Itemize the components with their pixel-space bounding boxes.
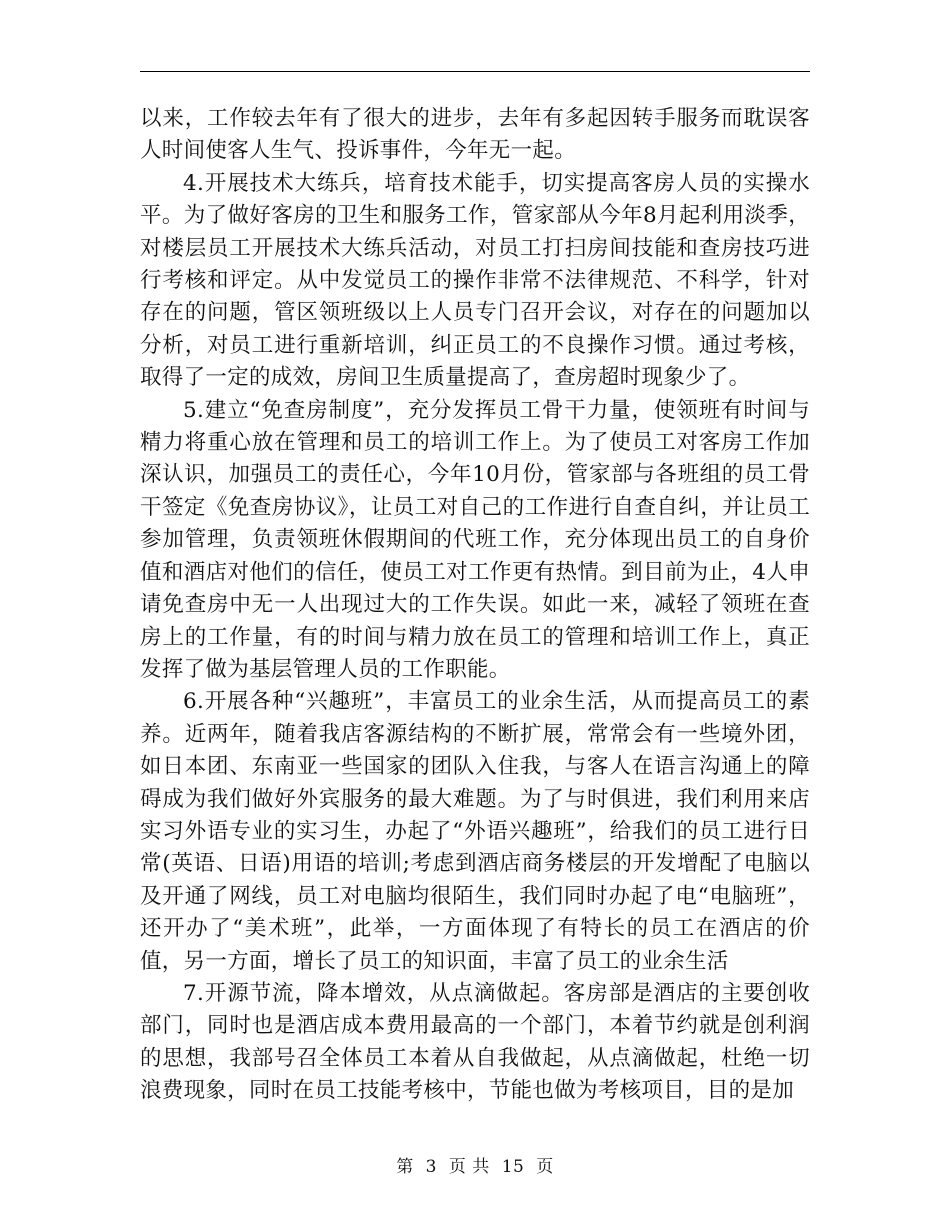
paragraph-continuation: 以来，工作较去年有了很大的进步，去年有多起因转手服务而耽误客人时间使客人生气、投诉事件，今年无一起。 bbox=[140, 106, 810, 164]
footer-prefix: 第 bbox=[396, 1157, 414, 1177]
header-rule bbox=[140, 71, 810, 72]
footer-total-pages: 15 bbox=[501, 1157, 525, 1177]
footer-suffix: 页 bbox=[536, 1157, 554, 1177]
footer-current-page: 3 bbox=[425, 1157, 437, 1177]
paragraph-item-6: 6.开展各种“兴趣班”，丰富员工的业余生活，从而提高员工的素养。近两年，随着我店客源结构的不断扩展，常常会有一些境外团，如日本团、东南亚一些国家的团队入住我，与客人在语言沟通上的障碍成为我们做好外宾服务的最大难题。为了与时俱进，我们利用来店实习外语专业的实习生，办起了“外语兴趣班”，给我们的员工进行日常(英语、日语)用语的培训;考虑到酒店商务楼层的开发增配了电脑以及开通了网线，员工对电脑均很陌生，我们同时办起了电“电脑班”，还开办了“美术班”，此举，一方面体现了有特长的员工在酒店的价值，另一方面，增长了员工的知识面，丰富了员工的业余生活 bbox=[140, 689, 810, 974]
paragraph-item-7: 7.开源节流，降本增效，从点滴做起。客房部是酒店的主要创收部门，同时也是酒店成本费用最高的一个部门，本着节约就是创利润的思想，我部号召全体员工本着从自我做起，从点滴做起，杜绝一切浪费现象，同时在员工技能考核中，节能也做为考核项目，目的是加 bbox=[140, 980, 810, 1104]
page-footer bbox=[0, 1152, 950, 1177]
paragraph-item-4: 4.开展技术大练兵，培育技术能手，切实提高客房人员的实操水平。为了做好客房的卫生和服务工作，管家部从今年8月起利用淡季，对楼层员工开展技术大练兵活动，对员工打扫房间技能和查房技巧进行考核和评定。从中发觉员工的操作非常不法律规范、不科学，针对存在的问题，管区领班级以上人员专门召开会议，对存在的问题加以分析，对员工进行重新培训，纠正员工的不良操作习惯。通过考核，取得了一定的成效，房间卫生质量提高了，查房超时现象少了。 bbox=[140, 170, 810, 391]
footer-middle: 页 共 bbox=[448, 1157, 490, 1177]
paragraph-item-5: 5.建立“免查房制度”，充分发挥员工骨干力量，使领班有时间与精力将重心放在管理和员工的培训工作上。为了使员工对客房工作加深认识，加强员工的责任心，今年10月份，管家部与各班组的员工骨干签定《免查房协议》，让员工对自己的工作进行自查自纠，并让员工参加管理，负责领班休假期间的代班工作，充分体现出员工的自身价值和酒店对他们的信任，使员工对工作更有热情。到目前为止，4人申请免查房中无一人出现过大的工作失误。如此一来，减轻了领班在查房上的工作量，有的时间与精力放在员工的管理和培训工作上，真正发挥了做为基层管理人员的工作职能。 bbox=[140, 397, 810, 682]
body-text bbox=[140, 103, 810, 1108]
